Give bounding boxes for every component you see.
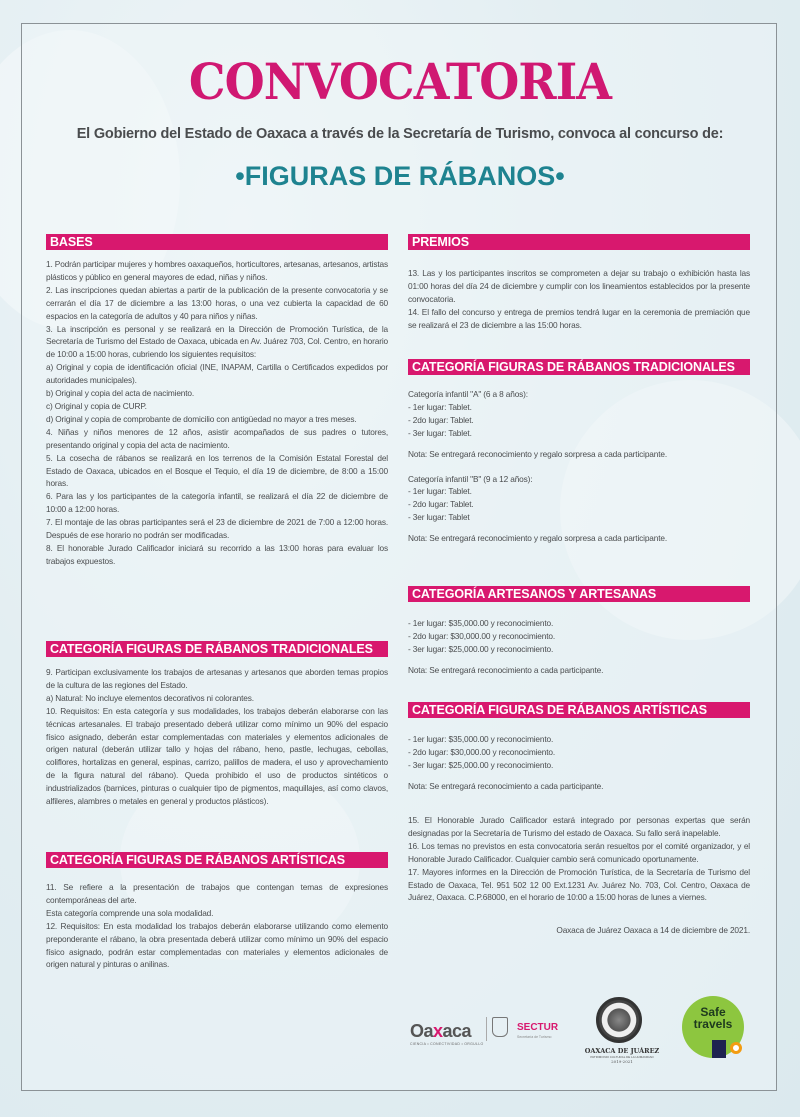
final-item: 15. El Honorable Jurado Calificador estará integrado por personas expertas que serán designadas por la Secretaría de Turismo del estado de Oaxaca. Su fallo será inapelable. (408, 815, 750, 838)
oaxaca-badge-icon (730, 1042, 742, 1054)
section-header-artisticas: CATEGORÍA FIGURAS DE RÁBANOS ARTÍSTICAS (46, 852, 388, 868)
signature-line (408, 924, 750, 937)
bases-item: c) Original y copia de CURP. (46, 400, 147, 411)
bases-item: 3. La inscripción es personal y se realizará en la Dirección de Promoción Turística, de la Secretaría de Turismo del Estado de Oaxaca, ubicada en Av. Juárez 703, Col. Centro, en horario de 10:00 a 15:00 horas, cubriendo los siguientes requisitos: (46, 323, 388, 360)
safe-travels-logo: Safe travels (682, 996, 744, 1058)
oaxaca-logo: Oaxaca CIENCIA • CONECTIVIDAD • ORGULLO (410, 1021, 484, 1046)
artesanos-section (408, 586, 750, 677)
artisticas-prizes-body (408, 733, 750, 793)
artisticas-note: Nota: Se entregará reconocimiento a cada participante. (408, 780, 604, 791)
right-tradicionales-section (408, 359, 750, 545)
left-artisticas-section (46, 852, 388, 971)
prize-line: - 2do lugar: Tablet. (408, 414, 474, 425)
oaxaca-juarez-seal-icon (596, 997, 642, 1043)
section-header-bases: BASES (46, 234, 388, 250)
logo-divider (486, 1017, 487, 1041)
sectur-logo: SECTUR (517, 1022, 559, 1033)
bases-item: 6. Para las y los participantes de la categoría infantil, se realizará el día 22 de diciembre de 10:00 a 12:00 horas. (46, 491, 388, 515)
premios-item: 13. Las y los participantes inscritos se comprometen a dejar su trabajo o exhibición hasta las 01:00 horas del día 24 de diciembre y cumplir con los lineamientos establecidos por la presente convocatoria. (408, 268, 750, 304)
prize-line: - 2do lugar: $30,000.00 y reconocimiento. (408, 746, 555, 757)
group-b-label: Categoría infantil "B" (9 a 12 años): (408, 473, 533, 484)
oaxaca-juarez-title: OAXACA DE JUÁREZ (584, 1047, 660, 1055)
prize-line: - 1er lugar: Tablet. (408, 401, 472, 412)
bases-item: 8. El honorable Jurado Calificador iniciará su recorrido a las 13:00 horas para evaluar los trabajos expuestos. (46, 542, 388, 566)
prize-line: - 3er lugar: Tablet (408, 512, 470, 523)
left-column (46, 234, 388, 568)
premios-section (408, 234, 750, 332)
prize-line: - 1er lugar: $35,000.00 y reconocimiento. (408, 734, 554, 744)
artisticas-item: Esta categoría comprende una sola modalidad. (46, 907, 214, 918)
final-item: 16. Los temas no previstos en esta convocatoria serán resueltos por el comité organizador, y el Honorable Jurado Calificador. Cualquier cambio será comunicado oportunamente. (408, 840, 750, 864)
page-subtitle: El Gobierno del Estado de Oaxaca a través de la Secretaría de Turismo, convoca al concurso de: (76, 126, 724, 142)
section-header-artesanos: CATEGORÍA ARTESANOS Y ARTESANAS (408, 586, 750, 602)
prize-line: - 3er lugar: $25,000.00 y reconocimiento. (408, 643, 554, 654)
group-a-note: Nota: Se entregará reconocimiento y regalo sorpresa a cada participante. (408, 448, 668, 459)
prize-line: - 1er lugar: $35,000.00 y reconocimiento. (408, 618, 554, 628)
sponsor-logos (400, 995, 770, 1065)
page-title: CONVOCATORIA (188, 52, 612, 111)
left-tradicionales-section (46, 641, 388, 808)
bases-item: 1. Podrán participar mujeres y hombres oaxaqueños, horticultores, artesanas, artesanos, artistas plásticos y público en general mayores de edad, niñas y niños. (46, 259, 388, 282)
premios-body (408, 267, 750, 332)
oaxaca-juarez-years: 2019-2021 (611, 1059, 633, 1064)
tradicionales-item: 9. Participan exclusivamente los trabajos de artesanas y artesanos que aborden temas propios de la cultura de las regiones del Estado. (46, 667, 388, 690)
bases-body (46, 258, 388, 568)
section-header-tradicionales: CATEGORÍA FIGURAS DE RÁBANOS TRADICIONALES (46, 641, 388, 657)
artisticas-body (46, 881, 388, 971)
signature-date: Oaxaca de Juárez Oaxaca a 14 de diciembre de 2021. (556, 925, 750, 936)
section-header-premios: PREMIOS (408, 234, 750, 250)
final-provisions (408, 814, 750, 937)
right-artisticas-section (408, 702, 750, 793)
tradicionales-item: 10. Requisitos: En esta categoría y sus modalidades, los trabajos deberán elaborarse con las técnicas artesanales. El trabajo presentado deberá utilizar como mínimo un 90% del espacio físico asignado, deberán estar complementadas con materiales y elementos adicionales de origen natural (deberán utilizar tallo y hojas del rábano, heno, pastle, lechugas, cebollas, coliflores, hortalizas en general, espinas, carrizo, palillos de madera, el uso y aprovechamiento de la figura natural del rábano). Queda prohibido el uso de productos sintéticos o industrializados (barnices, pinturas o cualquier tipo de pigmentos, maquillajes, así como clavos, alfileres, alambres o metales en general y productos plásticos). (46, 705, 388, 807)
prize-line: - 3er lugar: Tablet. (408, 427, 472, 438)
section-header-artisticas-prizes: CATEGORÍA FIGURAS DE RÁBANOS ARTÍSTICAS (408, 702, 750, 718)
bases-item: d) Original y copia de comprobante de domicilio con antigüedad no mayor a tres meses. (46, 413, 357, 424)
prize-line: - 2do lugar: $30,000.00 y reconocimiento. (408, 630, 555, 641)
bases-item: 4. Niñas y niños menores de 12 años, asistir acompañados de sus padres o tutores, presentando original y copia del acta de nacimiento. (46, 426, 388, 450)
final-provisions-body (408, 814, 750, 904)
bases-item: 2. Las inscripciones quedan abiertas a partir de la publicación de la presente convocatoria y se cerrarán el día 17 de diciembre a las 13:00 horas, o una vez cubierta la capacidad de 60 espacios en la categoría de adultos y 40 para niños y niñas. (46, 284, 388, 321)
sectur-subtitle: Secretaría de Turismo (517, 1035, 552, 1039)
contest-name: •FIGURAS DE RÁBANOS• (235, 161, 565, 191)
bases-item: 5. La cosecha de rábanos se realizará en los terrenos de la Comisión Estatal Forestal del Estado de Oaxaca, ubicados en el Bosque el Tequio, el día 19 de diciembre, de 8:00 a 15:00 horas. (46, 452, 388, 489)
group-a-label: Categoría infantil "A" (6 a 8 años): (408, 389, 528, 399)
artesanos-note: Nota: Se entregará reconocimiento a cada participante. (408, 664, 604, 675)
prize-line: - 1er lugar: Tablet. (408, 486, 472, 497)
tradicionales-item: a) Natural: No incluye elementos decorativos ni colorantes. (46, 692, 254, 703)
tradicionales-prizes-body (408, 388, 750, 545)
wttc-badge-icon (712, 1040, 726, 1058)
section-header-tradicionales-prizes: CATEGORÍA FIGURAS DE RÁBANOS TRADICIONALES (408, 359, 750, 375)
final-item: 17. Mayores informes en la Dirección de Promoción Turística, de la Secretaría de Turismo del Estado de Oaxaca, Tel. 951 502 12 00 Ext.1231 Av. Juárez No. 703, Col. Centro, Oaxaca de Juárez, Oaxaca. C.P.68000, en el horario de 10:00 a 15:00 horas de lunes a viernes. (408, 866, 750, 903)
artisticas-item: 12. Requisitos: En esta modalidad los trabajos deberán elaborarse utilizando como elemento preponderante el rábano, la obra presentada deberá utilizar como mínimo un 90% del espacio físico asignado, podrán estar complementadas con materiales y elementos adicionales de origen natural y pinturas o anilinas. (46, 920, 388, 970)
artisticas-item: 11. Se refiere a la presentación de trabajos que contengan temas de expresiones contemporáneas del arte. (46, 882, 388, 905)
premios-item: 14. El fallo del concurso y entrega de premios tendrá lugar en la ceremonia de premiación que se realizará el 23 de diciembre a las 15:00 horas. (408, 306, 750, 330)
state-shield-icon (492, 1017, 508, 1037)
artesanos-body (408, 617, 750, 677)
bases-item: 7. El montaje de las obras participantes será el 23 de diciembre de 2021 de 7:00 a 12:00 horas. Después de ese horario no podrán ser modificadas. (46, 517, 388, 541)
prize-line: - 2do lugar: Tablet. (408, 499, 474, 510)
tradicionales-body (46, 666, 388, 808)
bases-item: a) Original y copia de identificación oficial (INE, INAPAM, Cartilla o Certificados expedidos por autoridades municipales). (46, 362, 388, 386)
group-b-note: Nota: Se entregará reconocimiento y regalo sorpresa a cada participante. (408, 533, 668, 544)
bases-item: b) Original y copia del acta de nacimiento. (46, 388, 195, 399)
oaxaca-juarez-subtitle: PATRIMONIO CULTURAL DE LA HUMANIDAD (590, 1055, 654, 1059)
prize-line: - 3er lugar: $25,000.00 y reconocimiento. (408, 759, 554, 770)
